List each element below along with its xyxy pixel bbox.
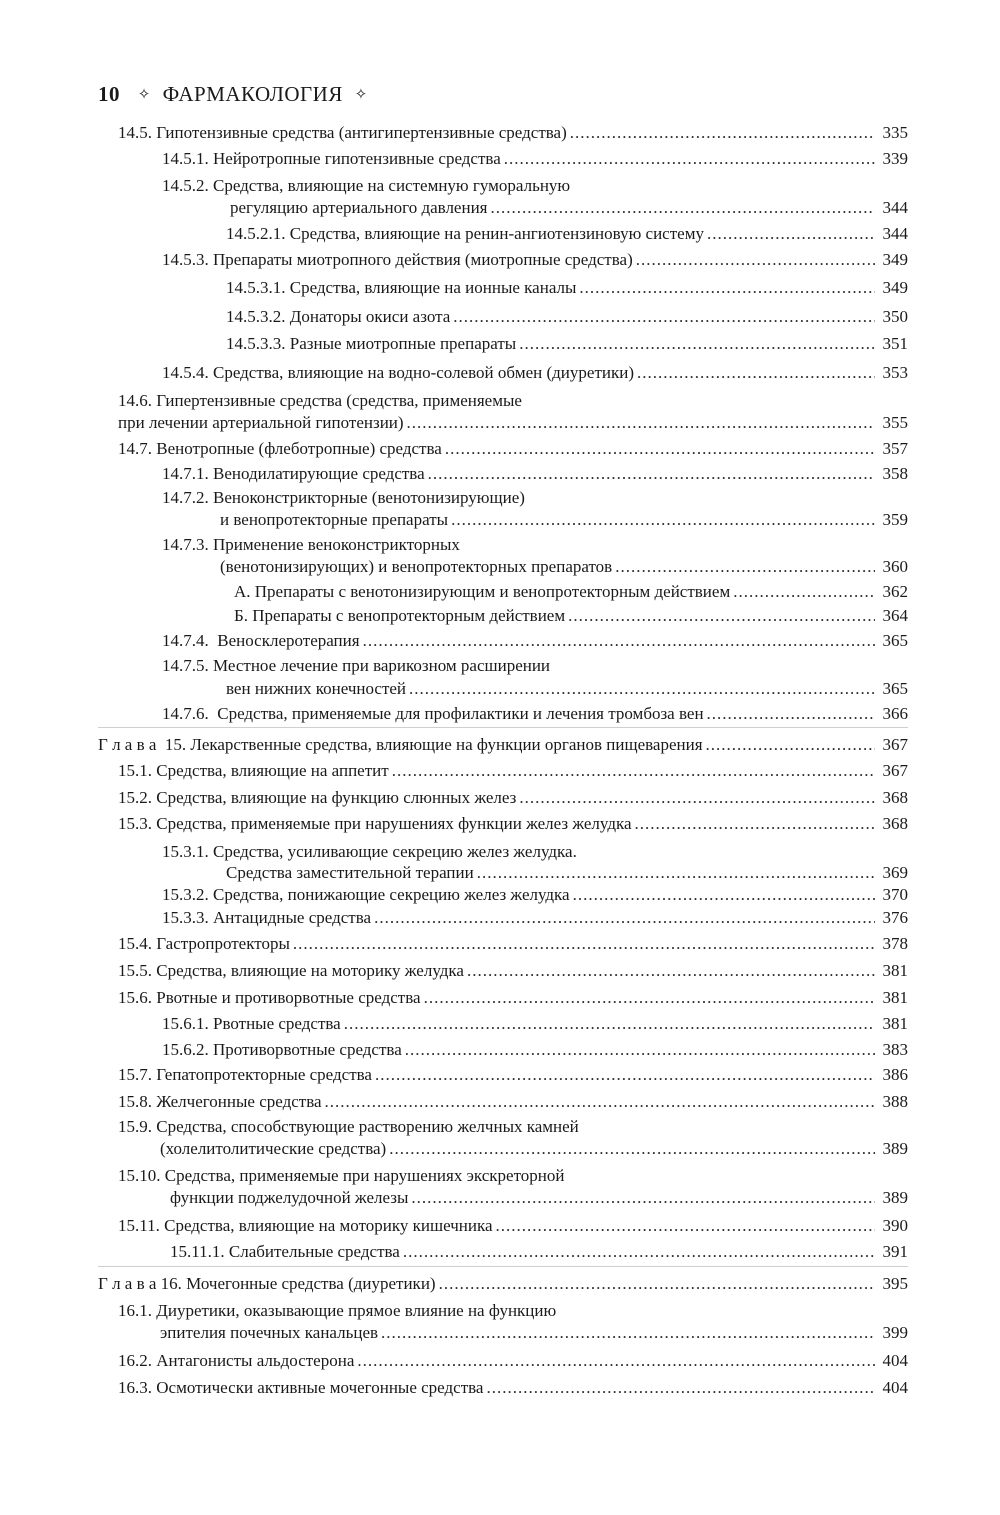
toc-entry-first-line: 15.10. Средства, применяемые при нарушениях экскреторной (118, 1166, 565, 1185)
dot-leader (363, 630, 875, 651)
toc-entry-page: 350 (882, 307, 908, 326)
toc-entry-page: 390 (882, 1216, 908, 1235)
toc-entry-first-line: 14.5.2. Средства, влияющие на системную гуморальную (162, 176, 571, 195)
toc-entry[interactable] (162, 249, 908, 271)
dot-leader (392, 760, 875, 781)
dot-leader (389, 1138, 875, 1159)
section-divider (98, 1266, 908, 1267)
toc-entry-page: 339 (882, 149, 908, 168)
dot-leader (733, 581, 875, 602)
toc-entry-page: 351 (882, 334, 908, 353)
toc-entry-page: 369 (882, 863, 908, 882)
toc-entry-first-line: 15.9. Средства, способствующие растворению желчных камней (118, 1117, 579, 1136)
toc-entry[interactable] (226, 223, 908, 245)
dot-leader (403, 1241, 875, 1262)
toc-entry-title: 14.7.4. Веносклеротерапия (162, 631, 360, 650)
toc-entry-page: 381 (882, 961, 908, 980)
toc-entry-title: эпителия почечных канальцев (160, 1323, 379, 1342)
toc-entry[interactable] (230, 197, 908, 219)
toc-entry-title: 14.7.6. Средства, применяемые для профилактики и лечения тромбоза вен (162, 704, 704, 723)
dot-leader (357, 1350, 875, 1371)
toc-entry-page: 386 (882, 1065, 908, 1084)
ornament-left-icon: ✧ (137, 87, 151, 103)
toc-entry-title: 14.5.4. Средства, влияющие на водно-солевой обмен (диуретики) (162, 363, 634, 382)
toc-entry[interactable] (226, 277, 908, 299)
toc-entry-title: 14.5. Гипотензивные средства (антигипертензивные средства) (118, 123, 567, 142)
toc-entry-page: 344 (882, 198, 908, 217)
dot-leader (411, 1187, 875, 1208)
toc-entry-title: 14.5.3.3. Разные миотропные препараты (226, 334, 517, 353)
toc-entry-title: при лечении артериальной гипотензии) (118, 413, 404, 432)
toc-entry-page: 404 (882, 1378, 908, 1397)
toc-entry[interactable] (118, 1091, 908, 1113)
toc-entry-page: 389 (882, 1188, 908, 1207)
toc-entry-page: 376 (882, 908, 908, 927)
toc-entry-title: 14.5.2.1. Средства, влияющие на ренин-ангиотензиновую систему (226, 224, 704, 243)
dot-leader (439, 1273, 875, 1294)
toc-entry[interactable] (162, 703, 908, 725)
toc-entry-title: 15.6. Рвотные и противорвотные средства (118, 988, 421, 1007)
dot-leader (477, 862, 875, 883)
toc-entry-title: Г л а в а 16. Мочегонные средства (диуретики) (98, 1274, 436, 1293)
toc-entry-page: 367 (882, 761, 908, 780)
dot-leader (707, 223, 875, 244)
toc-entry[interactable] (118, 1064, 908, 1086)
toc-entry[interactable] (162, 907, 908, 929)
toc-entry[interactable] (226, 678, 908, 700)
dot-leader (344, 1013, 875, 1034)
toc-entry[interactable] (170, 1187, 908, 1209)
toc-entry[interactable] (220, 556, 908, 578)
toc-entry[interactable] (162, 1013, 908, 1035)
toc-entry[interactable] (118, 1350, 908, 1372)
dot-leader (568, 605, 875, 626)
toc-entry-page: 395 (882, 1274, 908, 1293)
dot-leader (519, 787, 875, 808)
toc-entry-title: 15.6.2. Противорвотные средства (162, 1040, 402, 1059)
toc-entry-title: 15.3.3. Антацидные средства (162, 908, 372, 927)
dot-leader (504, 148, 875, 169)
dot-leader (293, 933, 875, 954)
toc-entry-page: 353 (882, 363, 908, 382)
toc-entry-page: 357 (882, 439, 908, 458)
running-title: ФАРМАКОЛОГИЯ (162, 82, 343, 106)
toc-entry[interactable] (162, 148, 908, 170)
toc-entry-page: 358 (882, 464, 908, 483)
toc-entry-title: 14.5.3.1. Средства, влияющие на ионные каналы (226, 278, 577, 297)
toc-entry[interactable] (118, 933, 908, 955)
dot-leader (570, 122, 875, 143)
dot-leader (706, 734, 875, 755)
toc-entry-title: 15.5. Средства, влияющие на моторику желудка (118, 961, 464, 980)
toc-entry[interactable] (226, 862, 908, 884)
dot-leader (579, 277, 875, 298)
toc-entry-title: 15.3.2. Средства, понижающие секрецию желез желудка (162, 885, 570, 904)
toc-entry-page: 365 (882, 631, 908, 650)
toc-entry-page: 360 (882, 557, 908, 576)
toc-entry[interactable] (226, 306, 908, 328)
toc-entry-title: 16.3. Осмотически активные мочегонные средства (118, 1378, 484, 1397)
toc-entry-page: 349 (882, 278, 908, 297)
toc-entry[interactable] (226, 333, 908, 355)
toc-entry-first-line: 15.3.1. Средства, усиливающие секрецию желез желудка. (162, 842, 577, 861)
dot-leader (637, 362, 875, 383)
toc-entry[interactable] (162, 362, 908, 384)
page-number: 10 (98, 82, 120, 106)
toc-entry-title: 15.6.1. Рвотные средства (162, 1014, 341, 1033)
toc-entry[interactable] (118, 412, 908, 434)
dot-leader (707, 703, 875, 724)
toc-entry[interactable] (160, 1138, 908, 1160)
toc-entry-title: Средства заместительной терапии (226, 863, 474, 882)
toc-entry-first-line: 14.6. Гипертензивные средства (средства, применяемые (118, 391, 522, 410)
dot-leader (636, 249, 875, 270)
dot-leader (573, 884, 875, 905)
toc-entry-title: А. Препараты с венотонизирующим и венопротекторным действием (234, 582, 731, 601)
toc-entry-first-line: 14.7.3. Применение веноконстрикторных (162, 535, 460, 554)
dot-leader (405, 1039, 875, 1060)
toc-entry[interactable] (118, 760, 908, 782)
toc-entry-title: 15.1. Средства, влияющие на аппетит (118, 761, 389, 780)
toc-entry-page: 349 (882, 250, 908, 269)
toc-entry-page: 335 (882, 123, 908, 142)
toc-entry-title: Г л а в а 15. Лекарственные средства, влияющие на функции органов пищеварения (98, 735, 703, 754)
toc-entry-page: 399 (882, 1323, 908, 1342)
toc-entry-title: (холелитолитические средства) (160, 1139, 387, 1158)
toc-entry-page: 364 (882, 606, 908, 625)
toc-entry-page: 362 (882, 582, 908, 601)
toc-entry-page: 344 (882, 224, 908, 243)
toc-entry-title: 15.4. Гастропротекторы (118, 934, 290, 953)
dot-leader (490, 197, 875, 218)
toc-entry-page: 355 (882, 413, 908, 432)
toc-entry[interactable] (118, 960, 908, 982)
toc-entry-title: (венотонизирующих) и венопротекторных препаратов (220, 557, 613, 576)
dot-leader (635, 813, 875, 834)
toc-entry-first-line: 14.7.5. Местное лечение при варикозном расширении (162, 656, 551, 675)
toc-entry-page: 388 (882, 1092, 908, 1111)
toc-entry[interactable] (162, 1039, 908, 1061)
toc-entry[interactable] (118, 122, 908, 144)
dot-leader (374, 907, 875, 928)
toc-entry[interactable] (234, 605, 908, 627)
toc-entry[interactable] (162, 630, 908, 652)
toc-entry-title: 15.11. Средства, влияющие на моторику кишечника (118, 1216, 493, 1235)
toc-entry-first-line: 14.7.2. Веноконстрикторные (венотонизирующие) (162, 488, 525, 507)
toc-entry[interactable] (98, 734, 908, 756)
toc-entry[interactable] (234, 581, 908, 603)
toc-entry-title: регуляцию артериального давления (230, 198, 488, 217)
toc-entry-page: 365 (882, 679, 908, 698)
toc-entry-page: 367 (882, 735, 908, 754)
dot-leader (453, 306, 875, 327)
dot-leader (409, 678, 875, 699)
dot-leader (615, 556, 875, 577)
toc-entry[interactable] (118, 438, 908, 460)
toc-entry-first-line: 16.1. Диуретики, оказывающие прямое влияние на функцию (118, 1301, 557, 1320)
toc-entry-page: 366 (882, 704, 908, 723)
toc-entry-title: 16.2. Антагонисты альдостерона (118, 1351, 355, 1370)
dot-leader (381, 1322, 875, 1343)
toc-entry[interactable] (162, 884, 908, 906)
toc-entry[interactable] (118, 787, 908, 809)
toc-entry-page: 370 (882, 885, 908, 904)
toc-entry-page: 359 (882, 510, 908, 529)
toc-entry-page: 404 (882, 1351, 908, 1370)
toc-entry-title: 15.3. Средства, применяемые при нарушениях функции желез желудка (118, 814, 632, 833)
toc-entry-title: 15.11.1. Слабительные средства (170, 1242, 400, 1261)
toc-entry-page: 381 (882, 1014, 908, 1033)
toc-entry-title: 14.5.3.2. Донаторы окиси азота (226, 307, 451, 326)
dot-leader (407, 412, 875, 433)
toc-entry-title: 14.7.1. Венодилатирующие средства (162, 464, 425, 483)
toc-entry-page: 391 (882, 1242, 908, 1261)
toc-entry-page: 368 (882, 814, 908, 833)
toc-entry-title: 14.5.3. Препараты миотропного действия (миотропные средства) (162, 250, 633, 269)
toc-entry[interactable] (118, 987, 908, 1009)
toc-entry-title: 14.5.1. Нейротропные гипотензивные средства (162, 149, 501, 168)
toc-entry[interactable] (160, 1322, 908, 1344)
toc-entry-page: 389 (882, 1139, 908, 1158)
toc-entry-page: 381 (882, 988, 908, 1007)
dot-leader (375, 1064, 875, 1085)
toc-entry[interactable] (118, 1215, 908, 1237)
toc-entry-title: функции поджелудочной железы (170, 1188, 409, 1207)
dot-leader (451, 509, 875, 530)
dot-leader (519, 333, 875, 354)
toc-entry-title: 15.7. Гепатопротекторные средства (118, 1065, 372, 1084)
dot-leader (428, 463, 875, 484)
toc-entry-title: 15.2. Средства, влияющие на функцию слюнных желез (118, 788, 517, 807)
dot-leader (445, 438, 875, 459)
toc-entry[interactable] (118, 1377, 908, 1399)
toc-entry-page: 383 (882, 1040, 908, 1059)
toc-entry[interactable] (98, 1273, 908, 1295)
toc-entry-page: 378 (882, 934, 908, 953)
dot-leader (496, 1215, 876, 1236)
toc-entry[interactable] (220, 509, 908, 531)
dot-leader (325, 1091, 875, 1112)
dot-leader (486, 1377, 875, 1398)
dot-leader (424, 987, 875, 1008)
toc-entry[interactable] (170, 1241, 908, 1263)
toc-entry-title: 14.7. Венотропные (флеботропные) средства (118, 439, 442, 458)
ornament-right-icon: ✧ (354, 87, 368, 103)
toc-entry-page: 368 (882, 788, 908, 807)
toc-entry[interactable] (162, 463, 908, 485)
toc-entry[interactable] (118, 813, 908, 835)
toc-entry-title: и венопротекторные препараты (220, 510, 449, 529)
dot-leader (467, 960, 875, 981)
section-divider (98, 727, 908, 728)
toc-entry-title: Б. Препараты с венопротекторным действием (234, 606, 566, 625)
toc-entry-title: 15.8. Желчегонные средства (118, 1092, 322, 1111)
toc-entry-title: вен нижних конечностей (226, 679, 407, 698)
